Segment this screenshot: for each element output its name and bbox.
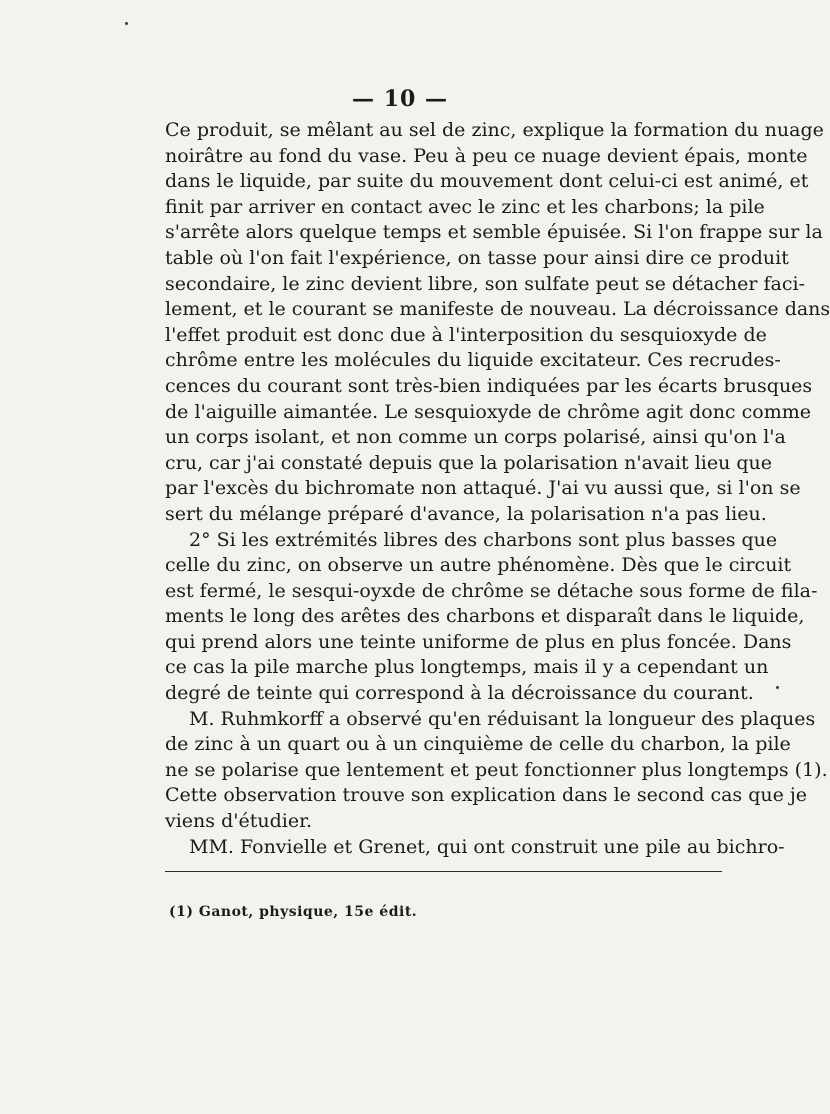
text-line: noirâtre au fond du vase. Peu à peu ce nuage devient épais, monte xyxy=(165,144,808,167)
footnote: (1) Ganot, physique, 15e édit. xyxy=(169,904,418,920)
text-line: finit par arriver en contact avec le zinc et les charbons; la pile xyxy=(165,195,765,218)
text-line: viens d'étudier. xyxy=(165,810,313,833)
paper-speck xyxy=(776,686,779,689)
text-line: est fermé, le sesqui-oyxde de chrôme se détache sous forme de fila- xyxy=(165,579,818,602)
text-line: ments le long des arêtes des charbons et disparaît dans le liquide, xyxy=(165,605,805,628)
text-line: s'arrête alors quelque temps et semble épuisée. Si l'on frappe sur la xyxy=(165,221,823,244)
text-line: M. Ruhmkorff a observé qu'en réduisant la longueur des plaques xyxy=(189,707,816,730)
text-line: cru, car j'ai constaté depuis que la polarisation n'avait lieu que xyxy=(165,451,773,474)
text-line: degré de teinte qui correspond à la décroissance du courant. xyxy=(165,682,754,705)
page-number: — 10 — xyxy=(352,86,448,112)
text-line: par l'excès du bichromate non attaqué. J'ai vu aussi que, si l'on se xyxy=(165,477,801,500)
text-line: lement, et le courant se manifeste de nouveau. La décroissance dans xyxy=(165,298,830,321)
text-line: de zinc à un quart ou à un cinquième de celle du charbon, la pile xyxy=(165,733,791,756)
text-line: celle du zinc, on observe un autre phénomène. Dès que le circuit xyxy=(165,554,792,577)
footnote-rule xyxy=(165,871,722,872)
text-line: sert du mélange préparé d'avance, la polarisation n'a pas lieu. xyxy=(165,502,767,525)
text-line: de l'aiguille aimantée. Le sesquioxyde de chrôme agit donc comme xyxy=(165,400,811,423)
text-line: dans le liquide, par suite du mouvement dont celui-ci est animé, et xyxy=(165,170,809,193)
text-line: chrôme entre les molécules du liquide excitateur. Ces recrudes- xyxy=(165,349,781,372)
text-line: un corps isolant, et non comme un corps polarisé, ainsi qu'on l'a xyxy=(165,426,786,449)
text-line: l'effet produit est donc due à l'interposition du sesquioxyde de xyxy=(165,323,767,346)
text-line: MM. Fonvielle et Grenet, qui ont construit une pile au bichro- xyxy=(189,835,785,858)
body-text xyxy=(165,118,830,860)
text-line: table où l'on fait l'expérience, on tasse pour ainsi dire ce produit xyxy=(165,246,789,269)
text-line: ne se polarise que lentement et peut fonctionner plus longtemps (1). xyxy=(165,758,828,781)
text-line: Ce produit, se mêlant au sel de zinc, explique la formation du nuage xyxy=(165,119,824,141)
text-line: qui prend alors une teinte uniforme de plus en plus foncée. Dans xyxy=(165,630,792,653)
text-line: secondaire, le zinc devient libre, son sulfate peut se détacher faci- xyxy=(165,272,806,295)
paper-speck xyxy=(125,22,128,25)
text-line: ce cas la pile marche plus longtemps, mais il y a cependant un xyxy=(165,656,769,679)
text-line: Cette observation trouve son explication dans le second cas que je xyxy=(165,784,808,807)
text-line: cences du courant sont très-bien indiquées par les écarts brusques xyxy=(165,374,813,397)
text-line: 2° Si les extrémités libres des charbons sont plus basses que xyxy=(189,528,778,551)
